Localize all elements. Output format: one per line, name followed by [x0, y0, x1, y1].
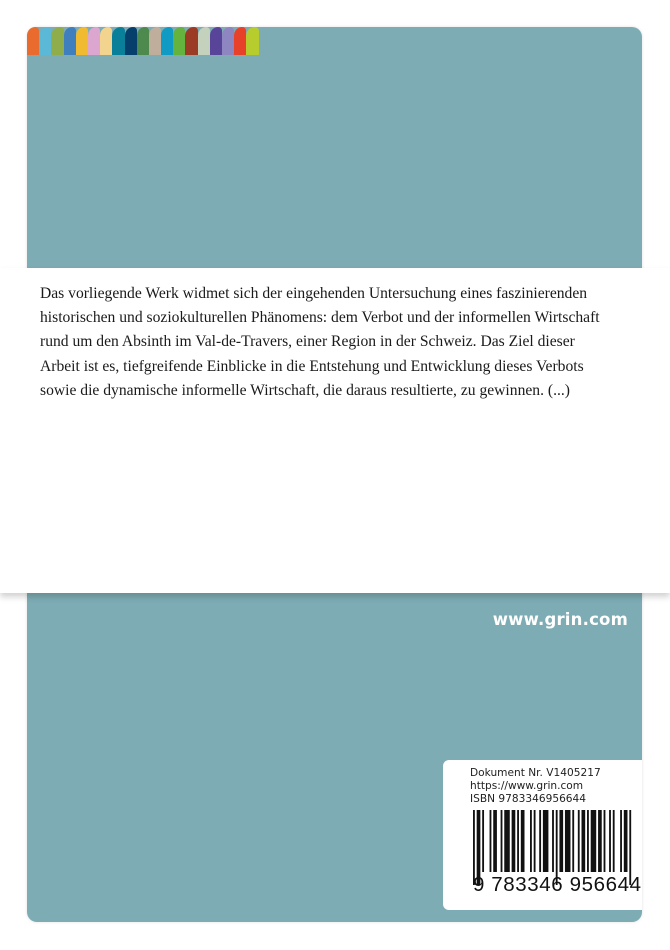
color-tab — [51, 27, 63, 55]
document-website[interactable]: https://www.grin.com — [470, 780, 584, 792]
color-tab — [222, 27, 234, 55]
color-tab — [234, 27, 246, 55]
color-tab — [198, 27, 210, 55]
color-tab — [173, 27, 185, 55]
description-line: Arbeit ist es, tiefgreifende Einblicke in die Entstehung und Entwicklung dieses Verbots — [40, 357, 584, 375]
color-tab — [39, 27, 51, 55]
color-tabs-strip — [27, 27, 259, 55]
description-line: sowie die dynamische informelle Wirtschaft, die daraus resultierte, zu gewinnen. (...) — [40, 381, 570, 399]
color-tab — [161, 27, 173, 55]
color-tab — [125, 27, 137, 55]
color-tab — [64, 27, 76, 55]
document-number: Dokument Nr. V1405217 — [470, 767, 601, 779]
description-band — [0, 268, 670, 593]
color-tab — [100, 27, 112, 55]
document-meta — [470, 767, 601, 806]
publisher-url[interactable]: www.grin.com — [492, 610, 628, 629]
description-line: rund um den Absinth im Val-de-Travers, einer Region in der Schweiz. Das Ziel dieser — [40, 333, 575, 351]
color-tab — [246, 27, 258, 55]
color-tab — [210, 27, 222, 55]
color-tab — [185, 27, 197, 55]
description-line: Das vorliegende Werk widmet sich der eingehenden Untersuchung eines faszinierenden — [40, 285, 588, 302]
description-line: historischen und soziokulturellen Phänomens: dem Verbot und der informellen Wirtschaft — [40, 309, 600, 327]
color-tab — [27, 27, 39, 55]
color-tab — [149, 27, 161, 55]
isbn-number: ISBN 9783346956644 — [470, 793, 587, 805]
barcode-digits: 9 783346 956644 — [473, 873, 642, 896]
isbn-info-box — [443, 760, 642, 910]
description-text — [40, 282, 640, 403]
color-tab — [76, 27, 88, 55]
color-tab — [112, 27, 124, 55]
color-tab — [88, 27, 100, 55]
color-tab — [137, 27, 149, 55]
